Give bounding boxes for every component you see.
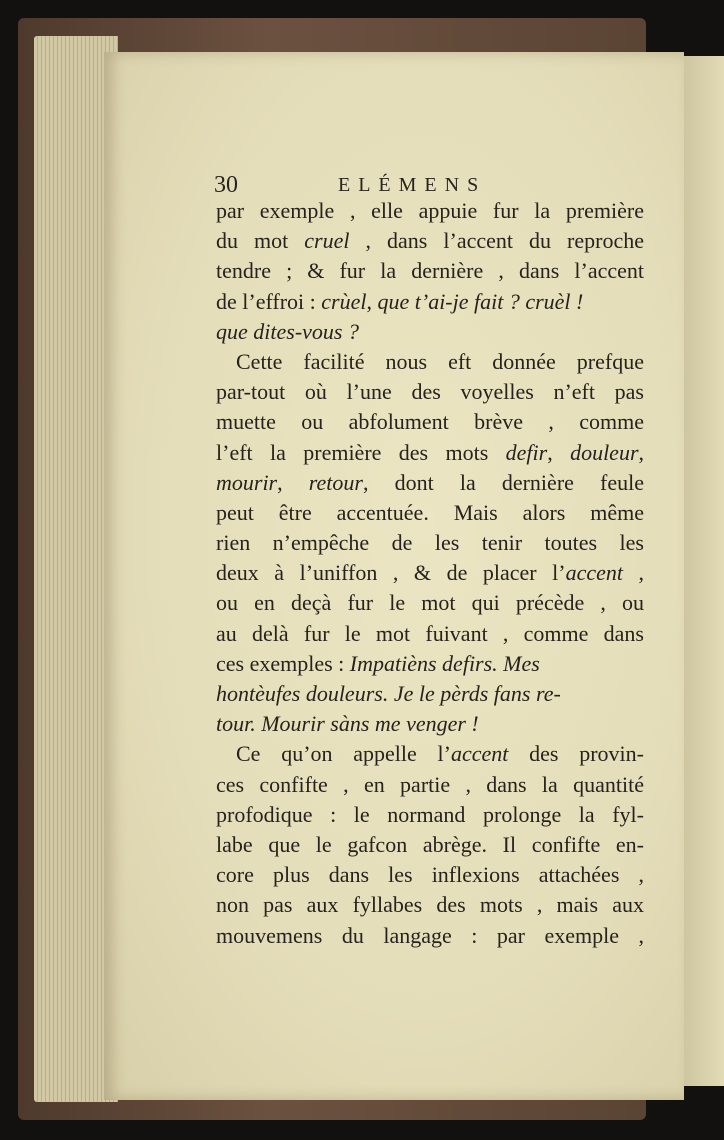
text-line bbox=[216, 588, 644, 618]
text-run: ces confifte , en partie , dans la quantité bbox=[216, 771, 644, 797]
text-run: , dont la dernière feule bbox=[362, 469, 645, 495]
italic-run: crùel bbox=[321, 288, 367, 314]
italic-run: mourir bbox=[216, 469, 278, 495]
text-run: tendre ; & fur la dernière , dans l’accent bbox=[216, 258, 644, 284]
text-run: de l’effroi : bbox=[216, 288, 322, 314]
text-line bbox=[216, 347, 644, 377]
text-run: rien n’empêche de les tenir toutes les bbox=[216, 530, 644, 556]
text-line bbox=[216, 800, 644, 830]
italic-run: Impatièns defirs. Mes bbox=[349, 650, 540, 676]
text-run: du mot bbox=[216, 228, 305, 254]
running-title: ELÉMENS bbox=[338, 174, 487, 196]
text-run: des provin- bbox=[508, 741, 644, 767]
text-run: , bbox=[622, 560, 644, 586]
text-line bbox=[216, 739, 644, 769]
text-line bbox=[216, 860, 644, 890]
text-line bbox=[216, 256, 644, 286]
text-run: muette ou abfolument brève , comme bbox=[216, 409, 644, 435]
text-run: ces exemples : bbox=[216, 650, 350, 676]
body-text bbox=[216, 196, 644, 951]
text-line bbox=[216, 921, 644, 951]
text-line bbox=[216, 619, 644, 649]
text-run: core plus dans les inflexions attachées , bbox=[216, 862, 644, 888]
text-line bbox=[216, 407, 644, 437]
italic-run: que dites-vous ? bbox=[216, 318, 359, 344]
text-run: deux à l’uniffon , & de placer l’ bbox=[216, 560, 566, 586]
text-run: par-tout où l’une des voyelles n’eft pas bbox=[216, 379, 644, 405]
text-line bbox=[216, 770, 644, 800]
page-number: 30 bbox=[214, 172, 238, 198]
text-run: peut être accentuée. Mais alors même bbox=[216, 499, 644, 525]
text-line bbox=[216, 890, 644, 920]
text-run: , dans l’accent du reproche bbox=[349, 228, 644, 254]
text-run: non pas aux fyllabes des mots , mais aux bbox=[216, 892, 644, 918]
text-line bbox=[216, 377, 644, 407]
text-run: labe que le gafcon abrège. Il confifte en- bbox=[216, 831, 644, 857]
text-run: , bbox=[638, 439, 645, 465]
text-run: Cette facilité nous eft donnée prefque bbox=[236, 348, 644, 374]
text-line bbox=[216, 649, 644, 679]
italic-run: defir bbox=[505, 439, 548, 465]
text-line bbox=[216, 498, 644, 528]
text-line bbox=[216, 830, 644, 860]
italic-run: cruel bbox=[304, 228, 350, 254]
italic-run: douleur bbox=[570, 439, 639, 465]
text-line bbox=[216, 558, 644, 588]
text-line bbox=[216, 438, 644, 468]
text-run: profodique : le normand prolonge la fyl- bbox=[216, 801, 644, 827]
text-run: au delà fur le mot fuivant , comme dans bbox=[216, 620, 644, 646]
text-run: , bbox=[277, 469, 309, 495]
text-line bbox=[216, 528, 644, 558]
text-line bbox=[216, 709, 644, 739]
text-run: mouvemens du langage : par exemple , bbox=[216, 922, 644, 948]
text-run: , bbox=[547, 439, 571, 465]
text-run: par exemple , elle appuie fur la première bbox=[216, 198, 644, 223]
text-run: , bbox=[366, 288, 378, 314]
text-run: Ce qu’on appelle l’ bbox=[236, 741, 451, 767]
italic-run: retour bbox=[308, 469, 363, 495]
italic-run: accent bbox=[450, 741, 509, 767]
text-line bbox=[216, 226, 644, 256]
text-line bbox=[216, 679, 644, 709]
text-line bbox=[216, 468, 644, 498]
text-line bbox=[216, 196, 644, 226]
italic-run: accent bbox=[565, 560, 623, 586]
italic-run: hontèufes douleurs. Je le pèrds fans re- bbox=[216, 681, 561, 706]
text-run: ou en deçà fur le mot qui précède , ou bbox=[216, 590, 644, 616]
italic-run: que t’ai-je fait ? cruèl ! bbox=[377, 288, 584, 314]
text-line bbox=[216, 287, 644, 317]
text-run: l’eft la première des mots bbox=[216, 439, 506, 465]
italic-run: tour. Mourir sàns me venger ! bbox=[216, 711, 479, 737]
text-line bbox=[216, 317, 644, 347]
facing-page bbox=[684, 56, 724, 1086]
